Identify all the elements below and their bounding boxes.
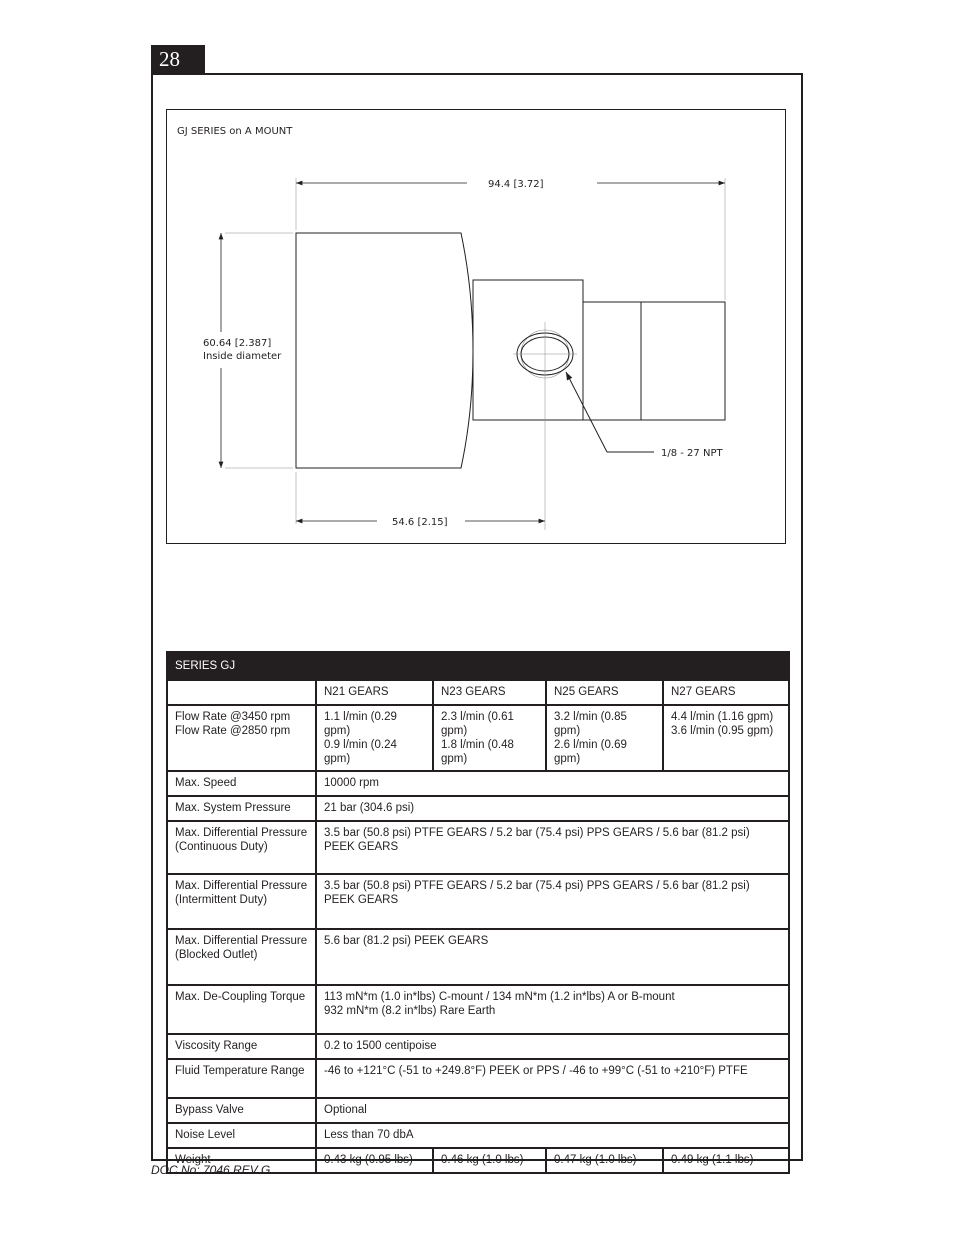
header-cell-n21: N21 GEARS [316, 680, 433, 705]
drawing-title: GJ SERIES on A MOUNT [177, 126, 293, 137]
table-row-viscosity [167, 1034, 789, 1059]
pump-outline [296, 233, 725, 468]
table-title-row [167, 652, 789, 680]
port-label: 1/8 - 27 NPT [661, 448, 723, 459]
table-row-bypass-valve [167, 1098, 789, 1123]
row-value: 3.5 bar (50.8 psi) PTFE GEARS / 5.2 bar (75.4 psi) PPS GEARS / 5.6 bar (81.2 psi) PEEK GEARS [316, 874, 789, 929]
specs-table [166, 651, 790, 1174]
port-circle [513, 322, 577, 530]
extension-lines [225, 178, 725, 524]
row-value: 0.47 kg (1.0 lbs) [546, 1148, 663, 1173]
row-value: Less than 70 dbA [316, 1123, 789, 1148]
row-value: 3.2 l/min (0.85 gpm) 2.6 l/min (0.69 gpm) [546, 705, 663, 771]
row-label: Bypass Valve [167, 1098, 316, 1123]
dimension-length-label: 94.4 [3.72] [488, 179, 544, 190]
page-number: 28 [151, 45, 205, 73]
row-value: -46 to +121°C (-51 to +249.8°F) PEEK or PPS / -46 to +99°C (-51 to +210°F) PTFE [316, 1059, 789, 1098]
table-row-max-speed [167, 771, 789, 796]
technical-drawing [166, 109, 786, 544]
row-value: 0.49 kg (1.1 lbs) [663, 1148, 789, 1173]
dimension-port-offset-label: 54.6 [2.15] [392, 517, 448, 528]
row-value: 4.4 l/min (1.16 gpm) 3.6 l/min (0.95 gpm) [663, 705, 789, 771]
row-label: Noise Level [167, 1123, 316, 1148]
row-value: 21 bar (304.6 psi) [316, 796, 789, 821]
table-row-decoupling-torque [167, 985, 789, 1034]
row-value: 10000 rpm [316, 771, 789, 796]
row-label: Max. Differential Pressure (Intermittent Duty) [167, 874, 316, 929]
header-cell-empty [167, 680, 316, 705]
table-row-noise-level [167, 1123, 789, 1148]
header-cell-n27: N27 GEARS [663, 680, 789, 705]
row-value: 113 mN*m (1.0 in*lbs) C-mount / 134 mN*m (1.2 in*lbs) A or B-mount 932 mN*m (8.2 in*lbs) Rare Earth [316, 985, 789, 1034]
row-value: 5.6 bar (81.2 psi) PEEK GEARS [316, 929, 789, 985]
dimension-diameter-label: 60.64 [2.387] [203, 338, 272, 349]
drawing-svg [167, 110, 787, 545]
header-cell-n25: N25 GEARS [546, 680, 663, 705]
row-label: Flow Rate @3450 rpm Flow Rate @2850 rpm [167, 705, 316, 771]
table-row-diff-pressure-continuous [167, 821, 789, 874]
row-label: Max. Differential Pressure (Continuous Duty) [167, 821, 316, 874]
row-value: 0.2 to 1500 centipoise [316, 1034, 789, 1059]
doc-number: DOC No: 7046 REV G [151, 1163, 271, 1177]
table-row-flow-rate [167, 705, 789, 771]
table-title: SERIES GJ [167, 652, 789, 680]
row-value: Optional [316, 1098, 789, 1123]
table-row-fluid-temperature [167, 1059, 789, 1098]
row-value: 0.46 kg (1.0 lbs) [433, 1148, 546, 1173]
dimension-diameter-note: Inside diameter [203, 351, 282, 362]
row-value: 2.3 l/min (0.61 gpm) 1.8 l/min (0.48 gpm) [433, 705, 546, 771]
row-label: Max. De-Coupling Torque [167, 985, 316, 1034]
header-cell-n23: N23 GEARS [433, 680, 546, 705]
table-row-diff-pressure-blocked [167, 929, 789, 985]
row-label: Max. Differential Pressure (Blocked Outlet) [167, 929, 316, 985]
row-value: 0.43 kg (0.95 lbs) [316, 1148, 433, 1173]
row-value: 3.5 bar (50.8 psi) PTFE GEARS / 5.2 bar (75.4 psi) PPS GEARS / 5.6 bar (81.2 psi) PEEK GEARS [316, 821, 789, 874]
row-label: Max. System Pressure [167, 796, 316, 821]
row-label: Fluid Temperature Range [167, 1059, 316, 1098]
table-header-row [167, 680, 789, 705]
row-label: Weight [167, 1148, 316, 1173]
row-label: Max. Speed [167, 771, 316, 796]
table-row-max-system-pressure [167, 796, 789, 821]
table-row-diff-pressure-intermittent [167, 874, 789, 929]
row-label: Viscosity Range [167, 1034, 316, 1059]
row-value: 1.1 l/min (0.29 gpm) 0.9 l/min (0.24 gpm) [316, 705, 433, 771]
